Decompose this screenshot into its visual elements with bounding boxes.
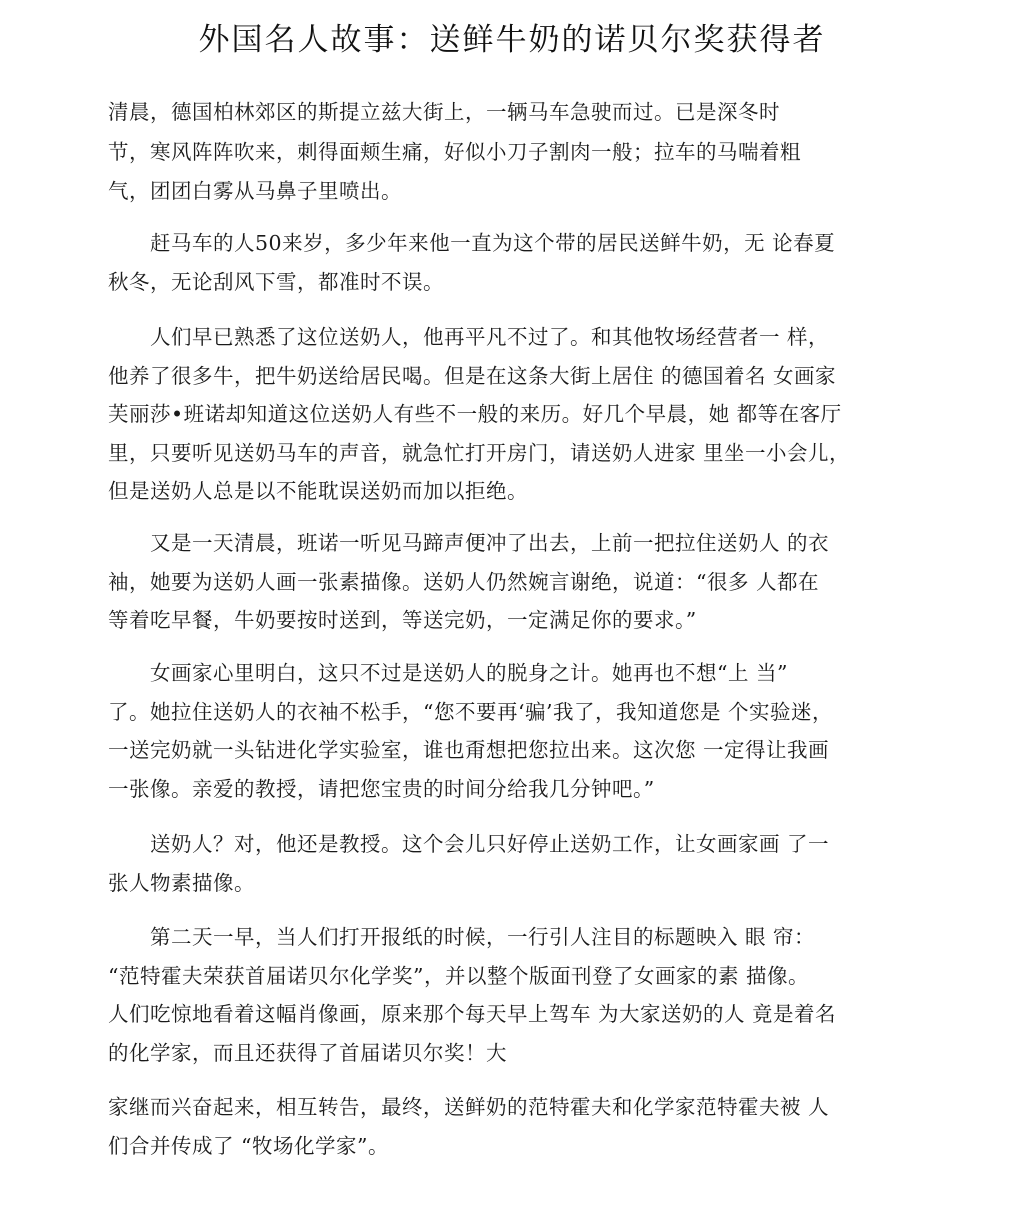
paragraph-line: “范特霍夫荣获首届诺贝尔化学奖”，并以整个版面刊登了女画家的素 描像。 — [108, 963, 809, 988]
paragraph-line: 他养了很多牛，把牛奶送给居民喝。但是在这条大街上居住 的德国着名 女画家 — [108, 363, 837, 388]
paragraph-line: 人们吃惊地看着这幅肖像画，原来那个每天早上驾车 为大家送奶的人 竟是着名 — [108, 1002, 837, 1026]
paragraph-line: 第二天一早，当人们打开报纸的时候，一行引人注目的标题映入 眼 帘： — [108, 925, 816, 949]
paragraph-line: 家继而兴奋起来，相互转告，最终，送鲜奶的范特霍夫和化学家范特霍夫被 人 — [108, 1095, 830, 1119]
paragraph-7 — [108, 918, 898, 1072]
paragraph-line: 又是一天清晨，班诺一听见马蹄声便冲了出去，上前一把拉住送奶人 的衣 — [108, 531, 830, 555]
paragraph-line: 赶马车的人50来岁，多少年来他一直为这个带的居民送鲜牛奶，无 论春夏 — [108, 231, 836, 255]
paragraph-2 — [108, 224, 898, 302]
paragraph-line: 秋冬，无论刮风下雪，都准时不误。 — [108, 270, 444, 294]
paragraph-line: 里，只要听见送奶马车的声音，就急忙打开房门，请送奶人进家 里坐一小会儿， — [108, 440, 851, 465]
paragraph-line: 人们早已熟悉了这位送奶人，他再平凡不过了。和其他牧场经营者一 样， — [108, 325, 830, 349]
paragraph-line: 女画家心里明白，这只不过是送奶人的脱身之计。她再也不想“上 当” — [108, 661, 788, 685]
paragraph-6 — [108, 825, 898, 903]
paragraph-line: 芙丽莎•班诺却知道这位送奶人有些不一般的来历。好几个早晨，她 都等在客厅 — [108, 402, 842, 426]
paragraph-line: 一送完奶就一头钻进化学实验室，谁也甭想把您拉出来。这次您 一定得让我画 — [108, 738, 830, 762]
paragraph-4 — [108, 524, 898, 640]
paragraph-line: 清晨，德国柏林郊区的斯提立兹大街上，一辆马车急驶而过。已是深冬时 — [108, 100, 780, 124]
paragraph-line: 们合并传成了 “牧场化学家”。 — [108, 1133, 389, 1158]
paragraph-8 — [108, 1088, 898, 1165]
paragraph-line: 但是送奶人总是以不能耽误送奶而加以拒绝。 — [108, 479, 528, 503]
paragraph-line: 等着吃早餐，牛奶要按时送到，等送完奶，一定满足你的要求。” — [108, 608, 697, 632]
paragraph-line: 了。她拉住送奶人的衣袖不松手，“您不要再‘骗’我了，我知道您是 个实验迷， — [108, 699, 834, 724]
paragraph-line: 的化学家，而且还获得了首届诺贝尔奖！大 — [108, 1040, 507, 1065]
paragraph-3 — [108, 318, 898, 511]
paragraph-1 — [108, 93, 898, 212]
paragraph-line: 袖，她要为送奶人画一张素描像。送奶人仍然婉言谢绝，说道：“很多 人都在 — [108, 569, 819, 594]
paragraph-5 — [108, 654, 898, 808]
paragraph-line: 气，团团白雾从马鼻子里喷出。 — [108, 179, 402, 203]
paragraph-line: 一张像。亲爱的教授，请把您宝贵的时间分给我几分钟吧。” — [108, 776, 655, 801]
paragraph-line: 节，寒风阵阵吹来，刺得面颊生痛，好似小刀子割肉一般；拉车的马喘着粗 — [108, 139, 801, 164]
paragraph-line: 张人物素描像。 — [108, 871, 255, 895]
paragraph-line: 送奶人？对，他还是教授。这个会儿只好停止送奶工作，让女画家画 了一 — [108, 832, 830, 856]
page-title: 外国名人故事：送鲜牛奶的诺贝尔奖获得者 — [198, 22, 826, 58]
